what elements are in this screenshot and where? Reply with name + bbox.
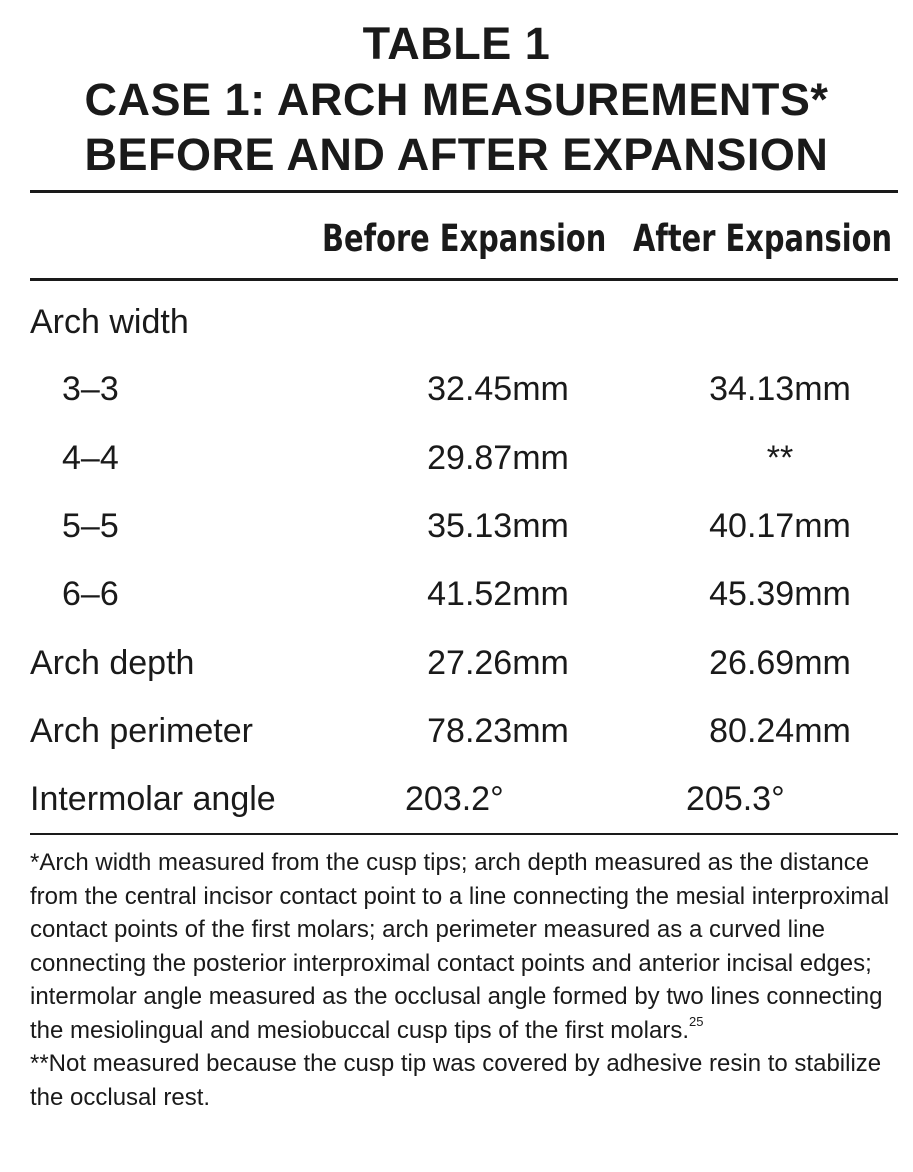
after-value: 45.39mm	[709, 575, 851, 613]
table-subtitle-line-1: CASE 1: ARCH MEASUREMENTS*	[84, 74, 829, 125]
after-value: 40.17mm	[709, 507, 851, 545]
table-subtitle-line-2: BEFORE AND AFTER EXPANSION	[84, 129, 829, 180]
table-row-5-5	[0, 501, 913, 551]
before-value: 27.26mm	[427, 644, 569, 682]
header-rule	[30, 278, 898, 281]
column-header-after: After Expansion	[633, 217, 892, 260]
table-footnotes	[30, 846, 905, 1114]
footnote-text: *Arch width measured from the cusp tips; arch depth measured as the distance from the central incisor contact point to a line connecting the mesial interproximal contact points of the first molars; arch perimeter measured as a curved line connecting the posterior interproximal contact points and anterior incisal edges; intermolar angle measured as the occlusal angle formed by two lines connecting the mesiolingual and mesiobuccal cusp tips of the first molars.	[30, 849, 890, 1044]
row-label: 3–3	[62, 370, 119, 408]
before-value: 41.52mm	[427, 575, 569, 613]
table-row-4-4	[0, 433, 913, 483]
after-value: 34.13mm	[709, 370, 851, 408]
after-value: 80.24mm	[709, 712, 851, 750]
before-value: 78.23mm	[427, 712, 569, 750]
table-row-arch-width	[0, 297, 913, 347]
column-header-before: Before Expansion	[322, 217, 607, 260]
before-value: 203.2°	[405, 780, 504, 818]
row-label: Intermolar angle	[30, 780, 276, 818]
row-label: 5–5	[62, 507, 119, 545]
footnote-measurements	[30, 846, 905, 1047]
reference-superscript: 25	[688, 1013, 704, 1029]
footnote-not-measured: **Not measured because the cusp tip was covered by adhesive resin to stabilize the occlusal rest.	[30, 1050, 882, 1111]
row-label: Arch width	[30, 303, 189, 341]
after-value: **	[766, 439, 794, 477]
table-title: TABLE 1	[362, 18, 551, 69]
table-row-arch-depth	[0, 638, 913, 688]
before-value: 29.87mm	[427, 439, 569, 477]
table-row-arch-perimeter	[0, 706, 913, 756]
table-row-3-3	[0, 364, 913, 414]
before-value: 35.13mm	[427, 507, 569, 545]
after-value: 26.69mm	[709, 644, 851, 682]
after-value: 205.3°	[686, 780, 785, 818]
table-row-6-6	[0, 569, 913, 619]
row-label: Arch perimeter	[30, 712, 253, 750]
row-label: 4–4	[62, 439, 119, 477]
row-label: Arch depth	[30, 644, 195, 682]
table-row-intermolar-angle	[0, 774, 913, 824]
row-label: 6–6	[62, 575, 119, 613]
top-rule	[30, 190, 898, 193]
before-value: 32.45mm	[427, 370, 569, 408]
bottom-rule	[30, 833, 898, 835]
